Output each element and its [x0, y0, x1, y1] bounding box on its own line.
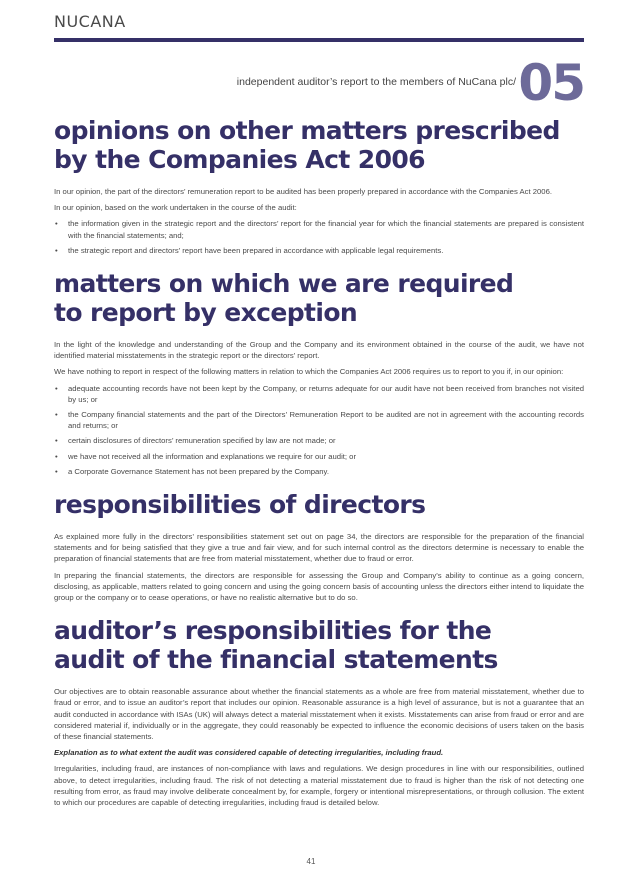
section-report-by-exception: [54, 269, 584, 477]
paragraph: In our opinion, the part of the directors’ remuneration report to be audited has been properly prepared in accordance with the Companies Act 2006.: [54, 187, 552, 196]
paragraph: In preparing the financial statements, the directors are responsible for assessing the Group and Company’s ability to continue as a going concern, disclosing, as applicable, matters related to going concern and using the going concern basis of accounting unless the directors either intend to liquidate the group or the company or to cease operations, or have no realistic alternative but to do so.: [54, 570, 584, 603]
bullet-icon: •: [55, 219, 58, 229]
list-item: [54, 435, 584, 446]
list-item: [54, 218, 584, 240]
list-item-text: adequate accounting records have not been kept by the Company, or returns adequate for our audit have not been received from branches not visited by us; or: [68, 383, 584, 404]
paragraph: As explained more fully in the directors’ responsibilities statement set out on page 34, the directors are responsible for the preparation of the financial statements and for being satisfied that they give a true and fair view, and for such internal control as the directors determine is necessary to enable the preparation of financial statements that are free from material misstatement, whether due to fraud or error.: [54, 532, 584, 564]
bullet-list: [54, 218, 584, 256]
report-header-title: independent auditor’s report to the members of NuCana plc/: [236, 76, 516, 88]
paragraph: Our objectives are to obtain reasonable assurance about whether the financial statements as a whole are free from material misstatement, whether due to fraud or error, and to issue an auditor’s report that includes our opinion. Reasonable assurance is a high level of assurance, but is not a guarantee that an audit conducted in accordance with ISAs (UK) will always detect a material misstatement when it exists. Misstatements can arise from fraud or error and are considered material if, individually or in the aggregate, they could reasonably be expected to influence the economic decisions of users taken on the basis of these financial statements.: [54, 687, 584, 742]
bullet-icon: •: [55, 436, 58, 446]
subheading: Explanation as to what extent the audit was considered capable of detecting irregularities, including fraud.: [54, 748, 444, 758]
report-body: [54, 116, 584, 821]
bullet-icon: •: [55, 245, 58, 255]
section-heading-line: by the Companies Act 2006: [54, 145, 425, 174]
section-directors-responsibilities: [54, 490, 584, 603]
section-heading: [54, 490, 584, 519]
section-heading-line: responsibilities of directors: [54, 490, 426, 520]
page-number: 41: [306, 857, 316, 866]
list-item: [54, 409, 584, 431]
paragraph: Irregularities, including fraud, are instances of non-compliance with laws and regulations. We design procedures in line with our responsibilities, outlined above, to detect irregularities, including fraud. The risk of not detecting a material misstatement due to fraud is higher than the risk of not detecting one resulting from error, as fraud may involve deliberate concealment by, for example, forgery or intentional misrepresentations, or through collusion. The extent to which our procedures are capable of detecting irregularities, including fraud is detailed below.: [54, 764, 584, 808]
section-heading-line: opinions on other matters prescribed: [54, 116, 560, 145]
list-item-text: a Corporate Governance Statement has not been prepared by the Company.: [68, 466, 329, 476]
list-item-text: the Company financial statements and the part of the Directors’ Remuneration Report to be audited are not in agreement with the accounting records and returns; or: [68, 410, 584, 431]
list-item-text: we have not received all the information and explanations we require for our audit; or: [68, 451, 357, 461]
list-item-text: the strategic report and directors’ report have been prepared in accordance with applicable legal requirements.: [68, 245, 444, 255]
section-heading-line: matters on which we are required: [54, 269, 514, 299]
section-number: 05: [518, 54, 584, 112]
bullet-icon: •: [55, 466, 58, 476]
list-item-text: the information given in the strategic report and the directors’ report for the financial year for which the financial statements are prepared is consistent with the financial statements; and;: [68, 219, 584, 240]
paragraph: We have nothing to report in respect of the following matters in relation to which the Companies Act 2006 requires us to report to you if, in our opinion:: [54, 367, 564, 377]
list-item-text: certain disclosures of directors’ remuneration specified by law are not made; or: [68, 436, 336, 446]
section-heading-line: audit of the financial statements: [54, 645, 498, 675]
section-auditor-responsibilities: [54, 616, 584, 808]
bullet-icon: •: [55, 383, 58, 393]
company-logo: NUCANA: [54, 12, 126, 31]
list-item: [54, 383, 584, 405]
bullet-icon: •: [55, 410, 58, 420]
section-other-matters: [54, 116, 584, 256]
section-heading-line: auditor’s responsibilities for the: [54, 616, 492, 646]
section-heading: [54, 116, 584, 174]
list-item: [54, 466, 584, 477]
list-item: [54, 451, 584, 462]
section-heading: [54, 269, 584, 327]
paragraph: In our opinion, based on the work undertaken in the course of the audit:: [54, 203, 297, 213]
header-rule: [54, 38, 584, 42]
section-heading-line: to report by exception: [54, 298, 358, 328]
list-item: [54, 245, 584, 256]
section-heading: [54, 616, 584, 674]
paragraph: In the light of the knowledge and understanding of the Group and the Company and its environment obtained in the course of the audit, we have not identified material misstatements in the strategic report or the directors’ report.: [54, 340, 584, 361]
bullet-list: [54, 383, 584, 477]
bullet-icon: •: [55, 451, 58, 461]
